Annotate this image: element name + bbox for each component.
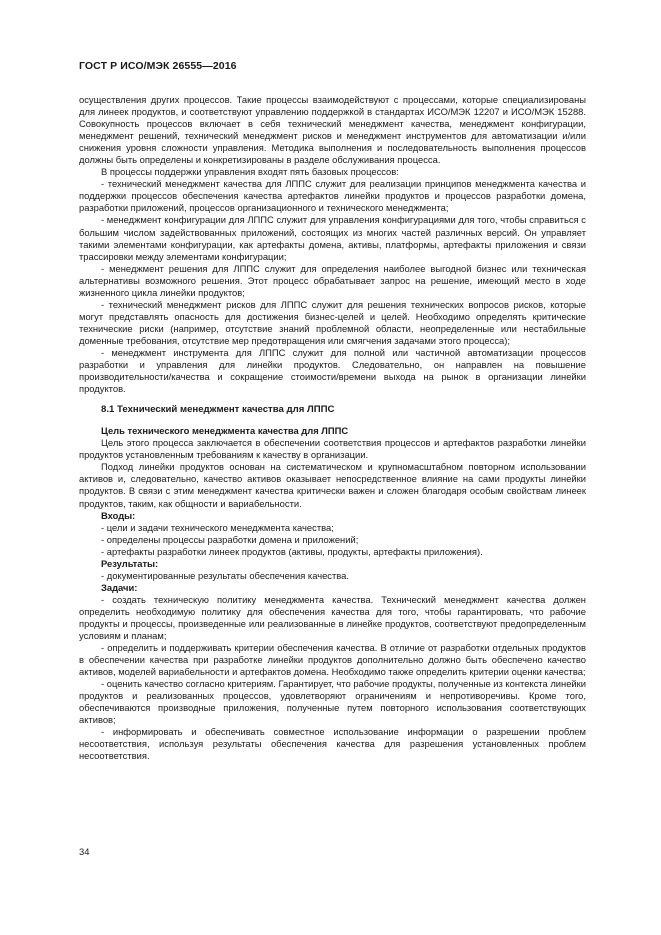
intro-list-item: - технический менеджмент рисков для ЛППС служит для решения технических вопросов рисков, которые могут представлять опасность для достижения бизнес-целей и целей. Необходимо определять критические технические риски (например, отсутствие знаний проблемной области, неопределенные или нестабильные доменные требования, отсутствие мер предотвращения или смягчения задачами этого процесса);: [79, 298, 586, 346]
inputs-list-item: - артефакты разработки линеек продуктов (активы, продукты, артефакты приложения).: [101, 545, 483, 557]
results-label: Результаты:: [101, 557, 159, 569]
section-heading: 8.1 Технический менеджмент качества для ЛППС: [101, 404, 335, 416]
intro-list-item: - менеджмент конфигурации для ЛППС служит для управления конфигурациями для того, чтобы справиться с большим числом задействованных приложений, состоящих из многих частей различных версий. Он управляет такими элементами конфигурации, как артефакты домена, активы, платформы, артефакты приложения и связи трассировки между элементами конфигурации;: [79, 214, 586, 262]
standard-header: ГОСТ Р ИСО/МЭК 26555—2016: [79, 60, 237, 72]
intro-lead: В процессы поддержки управления входят пять базовых процессов:: [101, 166, 399, 178]
inputs-label: Входы:: [101, 509, 136, 521]
intro-continuation: осуществления других процессов. Такие процессы взаимодействуют с процессами, которые специализированы для линеек продуктов, и соответствуют управлению поддержкой в стандартах ИСО/МЭК 12207 и ИСО/МЭК 15288. Совокупность процессов включает в себя технический менеджмент качества, менеджмент конфигурации, менеджмент решений, технический менеджмент рисков и менеджмент инструментов для автоматизации и/или снижения уровня сложности управления. Методика выполнения и последовательность выполнения процессов должны быть определены и конкретизированы в разделе обслуживания процесса.: [79, 94, 586, 166]
tasks-list-item: - оценить качество согласно критериям. Гарантирует, что рабочие продукты, полученные из контекста линейки продуктов и реализованных процессов, удовлетворяют ограничениям и непротиворечивы. Кроме того, обеспечиваются производные приложения, полученные путем повторного использования соответствующих активов;: [79, 678, 586, 726]
inputs-list-item: - цели и задачи технического менеджмента качества;: [101, 521, 334, 533]
section-subheading: Цель технического менеджмента качества для ЛППС: [101, 425, 349, 437]
intro-list-item: - технический менеджмент качества для ЛППС служит для реализации принципов менеджмента качества и поддержки процессов обеспечения качества артефактов линейки продуктов и процессов разработки домена, разработки приложений, процессов организационного и технического менеджмента;: [79, 178, 586, 214]
tasks-list-item: - создать техническую политику менеджмента качества. Технический менеджмент качества должен определить необходимую политику для обеспечения качества для того, чтобы гарантировать, что рабочие продукты и процессы, произведенные или реализованные в линейке продуктов, соответствуют предопределенным условиям и планам;: [79, 593, 586, 642]
intro-list-item: - менеджмент инструмента для ЛППС служит для полной или частичной автоматизации процессов разработки и управления для линейки продуктов. Следовательно, он направлен на повышение производительности/качества и сокращение стоимости/времени выхода на рынок в организации линейки продуктов.: [79, 346, 586, 395]
results-list-item: - документированные результаты обеспечения качества.: [101, 569, 349, 581]
tasks-list-item: - определить и поддерживать критерии обеспечения качества. В отличие от разработки отдельных продуктов в обеспечении качества при разработке линейки продуктов дополнительно должно быть обеспечено качество активов, моделей вариабельности и артефактов домена. Необходимо также определить критерии оценки качества;: [79, 642, 586, 678]
page-content: [79, 94, 586, 763]
page-number: 34: [79, 846, 90, 857]
inputs-list-item: - определены процессы разработки домена и приложений;: [101, 533, 359, 545]
intro-list-item: - менеджмент решения для ЛППС служит для определения наиболее выгодной бизнес или техническая альтернативы возможного решения. Этот процесс обрабатывает запрос на решение, имеющий место в ходе жизненного цикла линейки продуктов;: [79, 262, 586, 298]
tasks-list-item: - информировать и обеспечивать совместное использование информации о разрешении проблем несоответствия, используя результаты обеспечения качества для разрешения установленных проблем несоответствия.: [79, 726, 586, 762]
tasks-label: Задачи:: [101, 581, 138, 593]
section-paragraph: Цель этого процесса заключается в обеспечении соответствия процессов и артефактов разработки линейки продуктов установленным требованиям к качеству в организации.: [79, 437, 586, 461]
section-paragraph: Подход линейки продуктов основан на систематическом и крупномасштабном повторном использовании активов и, следовательно, качество активов оказывает непосредственное влияние на сами продукты линейки продуктов. В связи с этим менеджмент качества критически важен и сложен благодаря особым свойствам линеек продуктов, таким, как общности и вариабельности.: [79, 461, 586, 509]
